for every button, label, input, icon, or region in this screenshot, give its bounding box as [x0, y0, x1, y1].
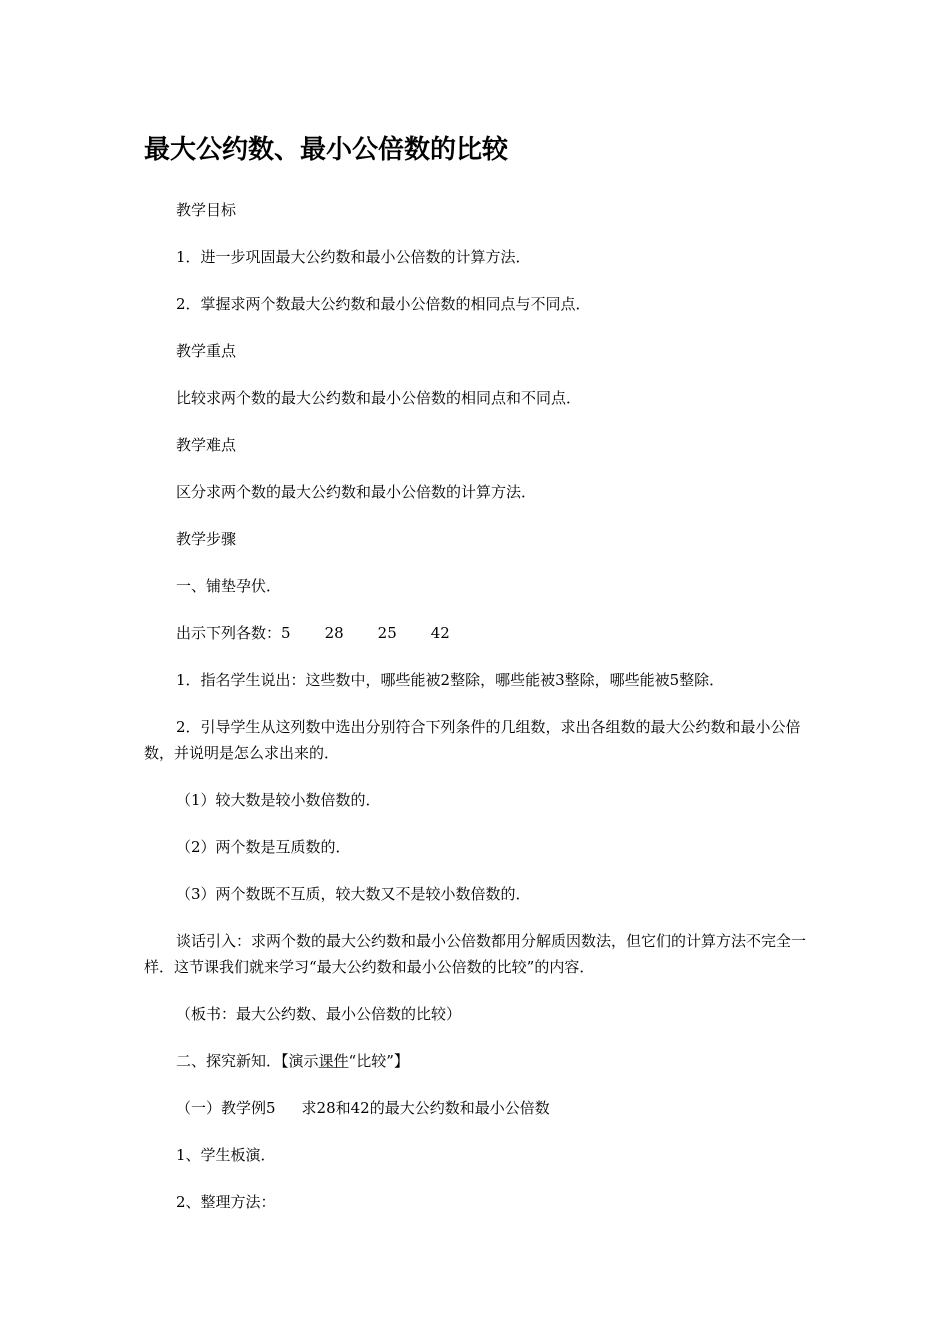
part-2-heading: [176, 1048, 409, 1074]
objective-1: 1．进一步巩固最大公约数和最小公倍数的计算方法．: [176, 248, 531, 266]
condition-1: （1）较大数是较小数倍数的．: [176, 791, 381, 809]
key-point-text: 比较求两个数的最大公约数和最小公倍数的相同点和不同点．: [176, 389, 582, 407]
part-1-heading: 一、铺垫孕伏．: [176, 577, 282, 595]
example-line: [176, 1095, 550, 1121]
number-item: 5: [281, 624, 291, 642]
objectives-heading: 教学目标: [176, 201, 237, 219]
number-item: 25: [377, 624, 397, 642]
key-point-heading: 教学重点: [176, 342, 237, 360]
document-title: 最大公约数、最小公倍数的比较: [144, 135, 509, 165]
question-2: 2．引导学生从这列数中选出分别符合下列条件的几组数，求出各组数的最大公约数和最小公倍数，并说明是怎么求出来的．: [144, 718, 801, 762]
sub-step-1: 1、学生板演．: [176, 1146, 276, 1164]
difficulty-text: 区分求两个数的最大公约数和最小公倍数的计算方法．: [176, 483, 537, 501]
question-1: 1．指名学生说出：这些数中，哪些能被2整除，哪些能被3整除，哪些能被5整除．: [176, 671, 725, 689]
objective-2: 2．掌握求两个数最大公约数和最小公倍数的相同点与不同点．: [176, 295, 591, 313]
numbers-line: [176, 620, 450, 646]
number-item: 28: [324, 624, 344, 642]
condition-3: （3）两个数既不互质，较大数又不是较小数倍数的．: [176, 885, 531, 903]
sub-step-2: 2、整理方法：: [176, 1193, 276, 1211]
steps-heading: 教学步骤: [176, 530, 237, 548]
courseware-link[interactable]: 课件: [318, 1052, 349, 1070]
numbers-label: 出示下列各数：: [176, 624, 282, 642]
board-note: （板书：最大公约数、最小公倍数的比较）: [176, 1005, 462, 1023]
difficulty-heading: 教学难点: [176, 436, 237, 454]
example-label: （一）教学例5: [176, 1099, 276, 1117]
example-text: 求28和42的最大公约数和最小公倍数: [301, 1099, 550, 1117]
number-item: 42: [430, 624, 450, 642]
lesson-intro: 谈话引入：求两个数的最大公约数和最小公倍数都用分解质因数法，但它们的计算方法不完全一样．这节课我们就来学习“最大公约数和最小公倍数的比较”的内容．: [144, 932, 807, 976]
condition-2: （2）两个数是互质数的．: [176, 838, 351, 856]
part-2-suffix: “比较”】: [348, 1052, 409, 1070]
part-2-prefix: 二、探究新知．【演示: [176, 1052, 319, 1070]
